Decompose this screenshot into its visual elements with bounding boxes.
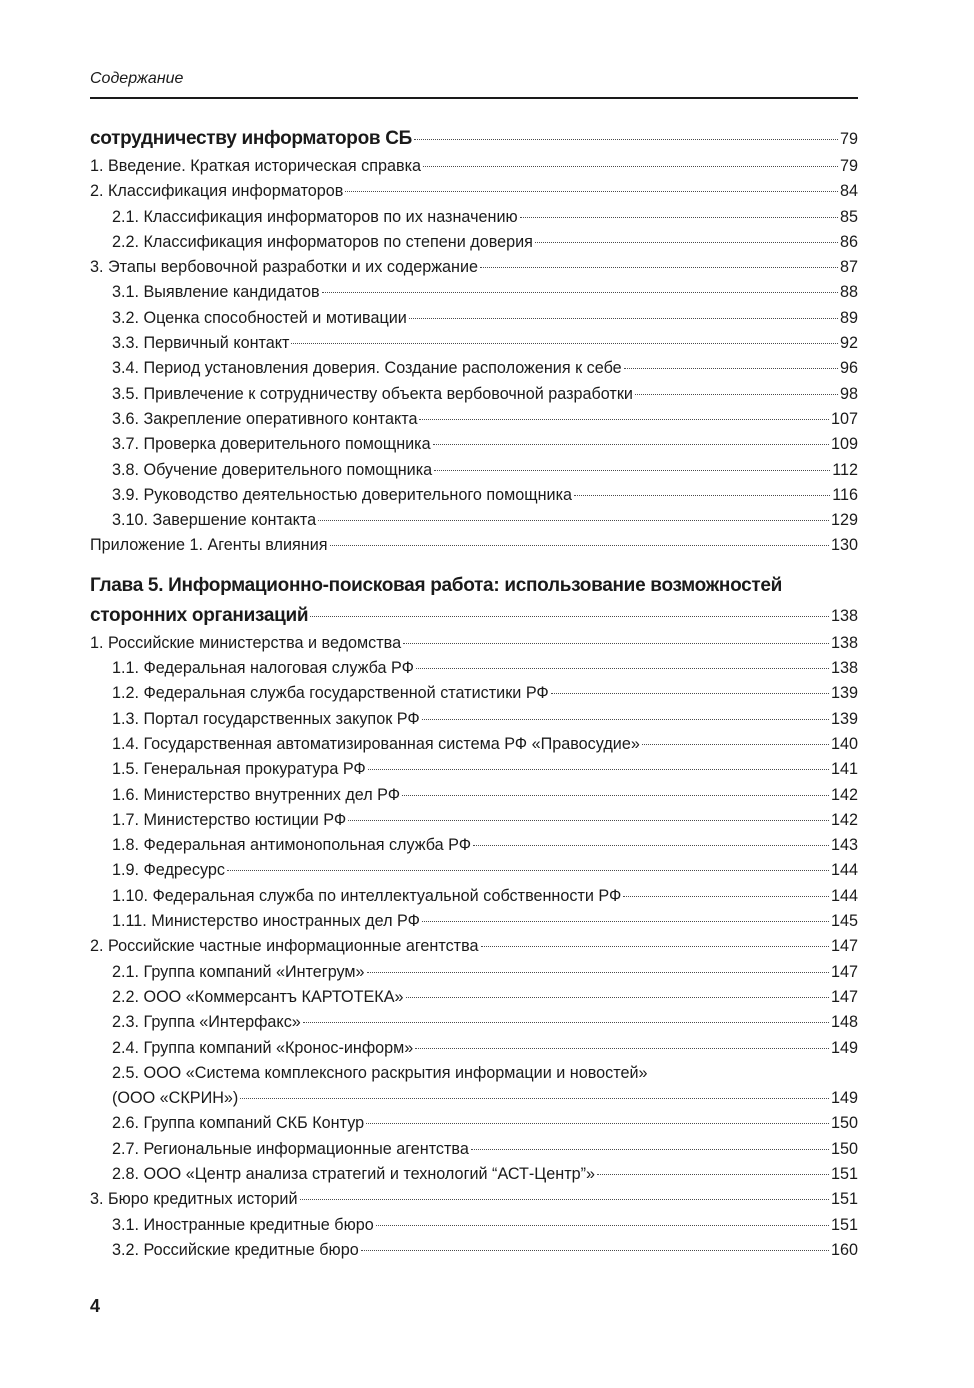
leader-dots — [402, 795, 829, 796]
toc-entry-label: 3.6. Закрепление оперативного контакта — [112, 409, 418, 428]
toc-entry[interactable] — [90, 331, 858, 356]
toc-entry-page: 151 — [830, 1215, 858, 1234]
toc-entry[interactable] — [90, 306, 858, 331]
toc-entry-page: 144 — [830, 886, 858, 905]
leader-dots — [376, 1225, 829, 1226]
toc-entry-page: 96 — [839, 359, 858, 378]
toc-entry-label: 3.3. Первичный контакт — [112, 334, 290, 353]
toc-entry-page: 138 — [830, 633, 858, 652]
toc-entry-label: 1.1. Федеральная налоговая служба РФ — [112, 659, 414, 678]
leader-dots — [409, 318, 838, 319]
toc-entry-label: 2.1. Классификация информаторов по их назначению — [112, 207, 518, 226]
toc-entry-label: 1.5. Генеральная прокуратура РФ — [112, 760, 366, 779]
leader-dots — [623, 896, 829, 897]
toc-entry[interactable] — [90, 985, 858, 1010]
leader-dots — [291, 343, 838, 344]
leader-dots — [422, 921, 829, 922]
toc-entry-page: 141 — [830, 760, 858, 779]
toc-entry-page: 139 — [830, 684, 858, 703]
leader-dots — [473, 845, 829, 846]
leader-dots — [642, 744, 829, 745]
toc-entry[interactable] — [90, 432, 858, 457]
toc-entry-page: 87 — [839, 258, 858, 277]
chapter-5-heading[interactable] — [90, 571, 858, 601]
chapter-5-heading-cont[interactable] — [90, 601, 858, 631]
page-number: 4 — [90, 1296, 101, 1316]
toc-entry-page: 142 — [830, 810, 858, 829]
toc-entry[interactable] — [90, 1162, 858, 1187]
toc-entry-page: 89 — [839, 308, 858, 327]
leader-dots — [406, 997, 829, 998]
leader-dots — [597, 1174, 829, 1175]
toc-entry-page: 147 — [830, 962, 858, 981]
toc-entry-page: 130 — [830, 536, 858, 555]
toc-entry-label: 2.2. Классификация информаторов по степени доверия — [112, 232, 533, 251]
toc-entry-label: 3.5. Привлечение к сотрудничеству объекта вербовочной разработки — [112, 384, 633, 403]
toc-entry[interactable] — [90, 483, 858, 508]
leader-dots — [345, 191, 838, 192]
chapter-tail-page: 79 — [839, 130, 858, 148]
leader-dots — [551, 693, 829, 694]
leader-dots — [434, 470, 830, 471]
leader-dots — [414, 139, 838, 140]
chapter-5-title-line1: Глава 5. Информационно-поисковая работа: использование возможностей — [90, 574, 783, 596]
toc-entry-wrapped[interactable] — [90, 1061, 858, 1086]
toc-entry-page: 142 — [830, 785, 858, 804]
leader-dots — [303, 1022, 829, 1023]
toc-entry-label: 3.10. Завершение контакта — [112, 511, 317, 530]
leader-dots — [240, 1098, 829, 1099]
toc-entry-page: 109 — [830, 435, 858, 454]
toc-entry[interactable] — [90, 280, 858, 305]
toc-entry[interactable] — [90, 960, 858, 985]
toc-entry-label: 1.6. Министерство внутренних дел РФ — [112, 785, 401, 804]
leader-dots — [416, 668, 829, 669]
toc-entry[interactable] — [90, 508, 858, 533]
toc-entry-label: 1.9. Федресурс — [112, 861, 226, 880]
toc-entry[interactable] — [90, 934, 858, 959]
leader-dots — [367, 972, 829, 973]
toc-entry-page: 107 — [830, 409, 858, 428]
leader-dots — [535, 242, 838, 243]
toc-entry[interactable] — [90, 255, 858, 280]
toc-entry-label: 2.6. Группа компаний СКБ Контур — [112, 1114, 365, 1133]
toc-entry[interactable] — [90, 783, 858, 808]
toc-entry-label: 2.3. Группа «Интерфакс» — [112, 1013, 301, 1032]
toc-entry[interactable] — [90, 458, 858, 483]
leader-dots — [318, 520, 829, 521]
leader-dots — [403, 643, 829, 644]
toc-entry[interactable] — [90, 407, 858, 432]
toc-entry[interactable] — [90, 1238, 858, 1263]
toc-entry-page: 150 — [830, 1114, 858, 1133]
leader-dots — [481, 946, 829, 947]
toc-entry-page: 84 — [839, 182, 858, 201]
toc-entry[interactable] — [90, 858, 858, 883]
toc-entry-label: 3.2. Российские кредитные бюро — [112, 1240, 359, 1259]
toc-entry[interactable] — [90, 382, 858, 407]
toc-entry-page: 85 — [839, 207, 858, 226]
toc-entry[interactable] — [90, 356, 858, 381]
chapter-5-page: 138 — [830, 606, 858, 625]
toc-entry[interactable] — [90, 1010, 858, 1035]
toc-entry-page: 149 — [830, 1038, 858, 1057]
toc-entry-page: 138 — [830, 659, 858, 678]
toc-entry[interactable] — [90, 179, 858, 204]
toc-entry-label: 2.4. Группа компаний «Кронос-информ» — [112, 1038, 414, 1057]
toc-entry-page: 151 — [830, 1164, 858, 1183]
leader-dots — [300, 1199, 829, 1200]
toc-entry[interactable] — [90, 808, 858, 833]
toc-entry-page: 92 — [839, 334, 858, 353]
toc-section-a — [90, 154, 858, 559]
toc-entry-label: Приложение 1. Агенты влияния — [90, 536, 328, 555]
leader-dots — [348, 820, 829, 821]
toc-entry[interactable] — [90, 681, 858, 706]
section-gap — [90, 559, 858, 571]
table-of-contents — [90, 124, 858, 1263]
toc-entry-page: 143 — [830, 836, 858, 855]
leader-dots — [423, 166, 838, 167]
toc-entry[interactable] — [90, 1036, 858, 1061]
toc-section-c — [90, 1111, 858, 1263]
leader-dots — [361, 1250, 829, 1251]
toc-entry-label: 1.2. Федеральная служба государственной статистики РФ — [112, 684, 549, 703]
leader-dots — [433, 444, 829, 445]
toc-entry[interactable] — [90, 1213, 858, 1238]
toc-entry-label: 2.1. Группа компаний «Интегрум» — [112, 962, 365, 981]
leader-dots — [520, 217, 838, 218]
toc-entry[interactable] — [90, 833, 858, 858]
leader-dots — [422, 719, 829, 720]
toc-entry-label: 3. Бюро кредитных историй — [90, 1190, 298, 1209]
toc-entry-page: 151 — [830, 1190, 858, 1209]
toc-entry-page: 86 — [839, 232, 858, 251]
leader-dots — [471, 1149, 829, 1150]
toc-entry-label: 2. Российские частные информационные агентства — [90, 937, 479, 956]
chapter-tail-entry[interactable] — [90, 124, 858, 154]
toc-entry-page: 129 — [830, 511, 858, 530]
leader-dots — [330, 545, 829, 546]
toc-entry[interactable] — [90, 757, 858, 782]
toc-entry-label: 1.11. Министерство иностранных дел РФ — [112, 912, 420, 931]
toc-entry-page: 88 — [839, 283, 858, 302]
toc-entry-page: 147 — [830, 937, 858, 956]
toc-entry-label: 1.10. Федеральная служба по интеллектуальной собственности РФ — [112, 886, 622, 905]
leader-dots — [624, 368, 838, 369]
leader-dots — [368, 769, 829, 770]
toc-entry-label: 2.7. Региональные информационные агентства — [112, 1139, 469, 1158]
toc-entry-page: 147 — [830, 987, 858, 1006]
header-rule — [90, 97, 858, 99]
toc-entry-label: 3.4. Период установления доверия. Создание расположения к себе — [112, 359, 622, 378]
toc-entry[interactable] — [90, 1187, 858, 1212]
toc-entry-label: 2.2. ООО «Коммерсантъ КАРТОТЕКА» — [112, 987, 404, 1006]
toc-entry[interactable] — [90, 884, 858, 909]
toc-entry-label: 1.7. Министерство юстиции РФ — [112, 810, 347, 829]
toc-entry-page: 139 — [830, 709, 858, 728]
leader-dots — [635, 394, 838, 395]
toc-entry-label-line2: (ООО «СКРИН») — [112, 1089, 239, 1108]
toc-entry-page: 145 — [830, 912, 858, 931]
toc-entry-page: 116 — [832, 485, 858, 504]
toc-entry[interactable] — [90, 154, 858, 179]
toc-entry-label: 1.8. Федеральная антимонопольная служба РФ — [112, 836, 472, 855]
toc-entry[interactable] — [90, 533, 858, 558]
toc-entry-page: 98 — [839, 384, 858, 403]
toc-section-b — [90, 631, 858, 1061]
leader-dots — [419, 419, 829, 420]
toc-entry-label: 3.1. Выявление кандидатов — [112, 283, 320, 302]
toc-entry-page: 160 — [830, 1240, 858, 1259]
toc-entry-label: 3.1. Иностранные кредитные бюро — [112, 1215, 374, 1234]
toc-entry-page: 112 — [832, 460, 858, 479]
toc-entry-label: 3.2. Оценка способностей и мотивации — [112, 308, 407, 327]
toc-entry-label: 1. Российские министерства и ведомства — [90, 633, 402, 652]
running-head: Содержание — [90, 70, 184, 87]
toc-entry-page: 148 — [830, 1013, 858, 1032]
toc-entry-wrapped-cont[interactable] — [90, 1086, 858, 1111]
toc-entry[interactable] — [90, 1111, 858, 1136]
toc-entry-label: 2.8. ООО «Центр анализа стратегий и технологий “АСТ-Центр”» — [112, 1164, 596, 1183]
toc-entry[interactable] — [90, 230, 858, 255]
toc-entry-label: 3.9. Руководство деятельностью доверительного помощника — [112, 485, 573, 504]
leader-dots — [415, 1048, 829, 1049]
chapter-5-title-line2: сторонних организаций — [90, 604, 309, 626]
leader-dots — [310, 616, 829, 617]
toc-entry-page: 144 — [830, 861, 858, 880]
toc-entry-page: 149 — [830, 1089, 858, 1108]
toc-entry-page: 140 — [830, 734, 858, 753]
toc-entry-label: 1.4. Государственная автоматизированная система РФ «Правосудие» — [112, 734, 640, 753]
toc-entry-page: 79 — [839, 157, 858, 175]
leader-dots — [366, 1123, 829, 1124]
toc-entry[interactable] — [90, 732, 858, 757]
toc-entry-page: 150 — [830, 1139, 858, 1158]
toc-entry-label: 2. Классификация информаторов — [90, 182, 344, 201]
leader-dots — [574, 495, 830, 496]
toc-entry[interactable] — [90, 656, 858, 681]
leader-dots — [480, 267, 838, 268]
toc-entry[interactable] — [90, 631, 858, 656]
toc-entry-label: 3.7. Проверка доверительного помощника — [112, 435, 431, 454]
toc-entry[interactable] — [90, 707, 858, 732]
toc-entry[interactable] — [90, 909, 858, 934]
toc-entry-label: 1.3. Портал государственных закупок РФ — [112, 709, 420, 728]
chapter-tail-title: сотрудничеству информаторов СБ — [90, 128, 413, 149]
toc-entry-label-line1: 2.5. ООО «Система комплексного раскрытия информации и новостей» — [112, 1063, 648, 1082]
toc-entry[interactable] — [90, 1137, 858, 1162]
toc-entry-label: 3.8. Обучение доверительного помощника — [112, 460, 433, 479]
toc-entry[interactable] — [90, 205, 858, 230]
toc-entry-label: 1. Введение. Краткая историческая справка — [90, 157, 422, 175]
leader-dots — [322, 292, 838, 293]
toc-entry-label: 3. Этапы вербовочной разработки и их содержание — [90, 258, 479, 277]
leader-dots — [227, 870, 829, 871]
